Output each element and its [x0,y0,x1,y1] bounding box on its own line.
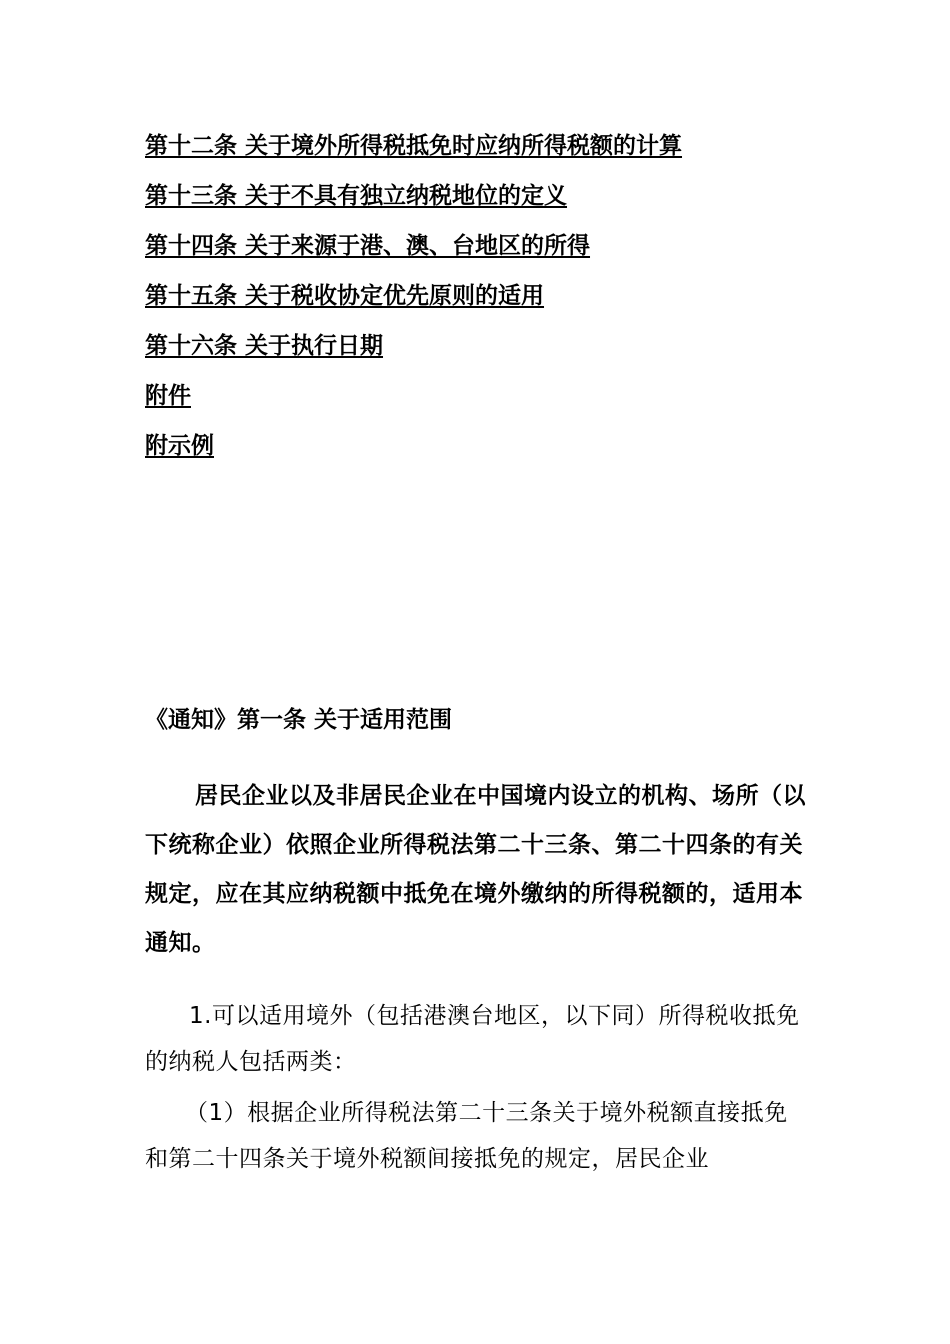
table-of-contents [145,132,845,482]
toc-link-examples[interactable]: 附示例 [145,433,214,459]
toc-link-attachment[interactable]: 附件 [145,383,191,409]
toc-link-article-15[interactable]: 第十五条 关于税收协定优先原则的适用 [145,283,545,309]
toc-link-article-14[interactable]: 第十四条 关于来源于港、澳、台地区的所得 [145,233,591,259]
point-1-1-paragraph: （1）根据企业所得税法第二十三条关于境外税额直接抵免和第二十四条关于境外税额间接抵免的规定，居民企业 [145,1100,788,1172]
intro-paragraph: 居民企业以及非居民企业在中国境内设立的机构、场所（以下统称企业）依照企业所得税法第二十三条、第二十四条的有关规定，应在其应纳税额中抵免在境外缴纳的所得税额的，适用本通知。 [145,783,806,956]
toc-link-article-12[interactable]: 第十二条 关于境外所得税抵免时应纳所得税额的计算 [145,133,683,159]
toc-link-article-13[interactable]: 第十三条 关于不具有独立纳税地位的定义 [145,183,568,209]
toc-link-article-16[interactable]: 第十六条 关于执行日期 [145,333,384,359]
point-1-paragraph: 1.可以适用境外（包括港澳台地区，以下同）所得税收抵免的纳税人包括两类： [145,1003,800,1075]
section-heading: 《通知》第一条 关于适用范围 [145,707,453,733]
